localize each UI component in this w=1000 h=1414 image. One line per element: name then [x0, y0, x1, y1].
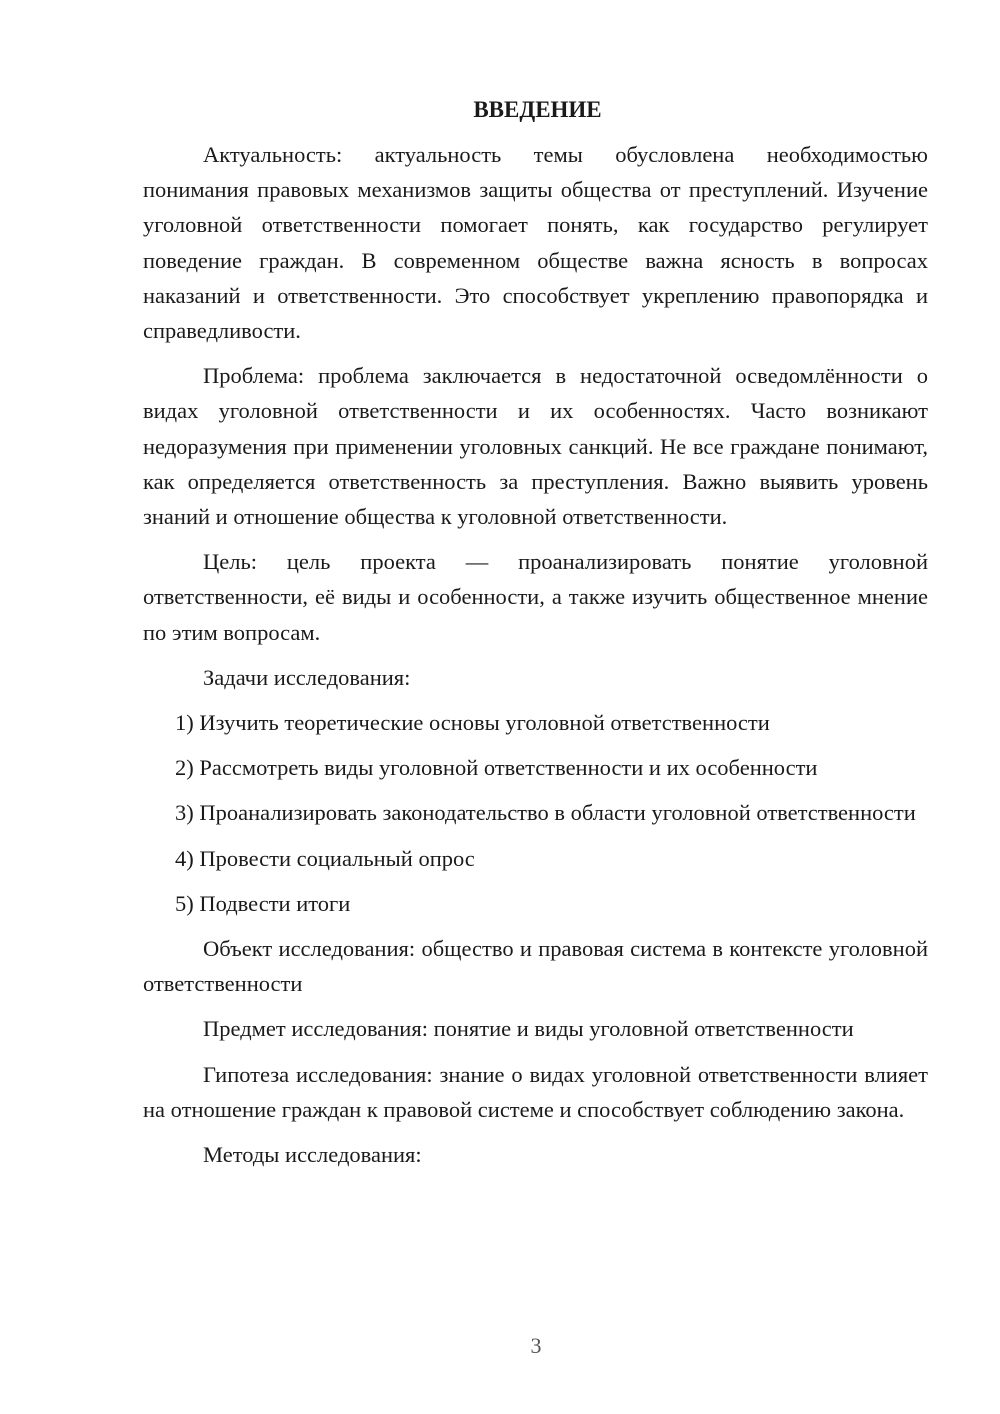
task-item-5: 5) Подвести итоги [175, 890, 351, 916]
page-content [143, 92, 928, 1182]
paragraph-object: Объект исследования: общество и правовая система в контексте уголовной ответственности [143, 936, 928, 997]
page-number: 3 [530, 1333, 542, 1358]
paragraph-hypothesis: Гипотеза исследования: знание о видах уголовной ответственности влияет на отношение граждан к правовой системе и способствует соблюдению закона. [143, 1061, 928, 1122]
paragraph-goal: Цель: цель проекта — проанализировать понятие уголовной ответственности, её виды и особенности, а также изучить общественное мнение по этим вопросам. [143, 549, 928, 645]
task-item-4: 4) Провести социальный опрос [175, 845, 475, 871]
task-item-3: 3) Проанализировать законодательство в области уголовной ответственности [175, 800, 916, 826]
task-item-1: 1) Изучить теоретические основы уголовной ответственности [175, 710, 770, 736]
paragraph-subject: Предмет исследования: понятие и виды уголовной ответственности [203, 1016, 854, 1042]
section-title: ВВЕДЕНИЕ [473, 97, 602, 122]
paragraph-problem: Проблема: проблема заключается в недостаточной осведомлённости о видах уголовной ответственности и их особенностях. Часто возникают недоразумения при применении уголовных санкций. Не все граждане понимают, как определяется ответственность за преступления. Важно выявить уровень знаний и отношение общества к уголовной ответственности. [143, 363, 928, 530]
paragraph-methods-heading: Методы исследования: [203, 1142, 422, 1168]
paragraph-relevance: Актуальность: актуальность темы обусловлена необходимостью понимания правовых механизмов защиты общества от преступлений. Изучение уголовной ответственности помогает понять, как государство регулирует поведение граждан. В современном обществе важна ясность в вопросах наказаний и ответственности. Это способствует укреплению правопорядка и справедливости. [143, 142, 928, 344]
task-item-2: 2) Рассмотреть виды уголовной ответственности и их особенности [175, 755, 818, 781]
paragraph-tasks-heading: Задачи исследования: [203, 664, 411, 690]
